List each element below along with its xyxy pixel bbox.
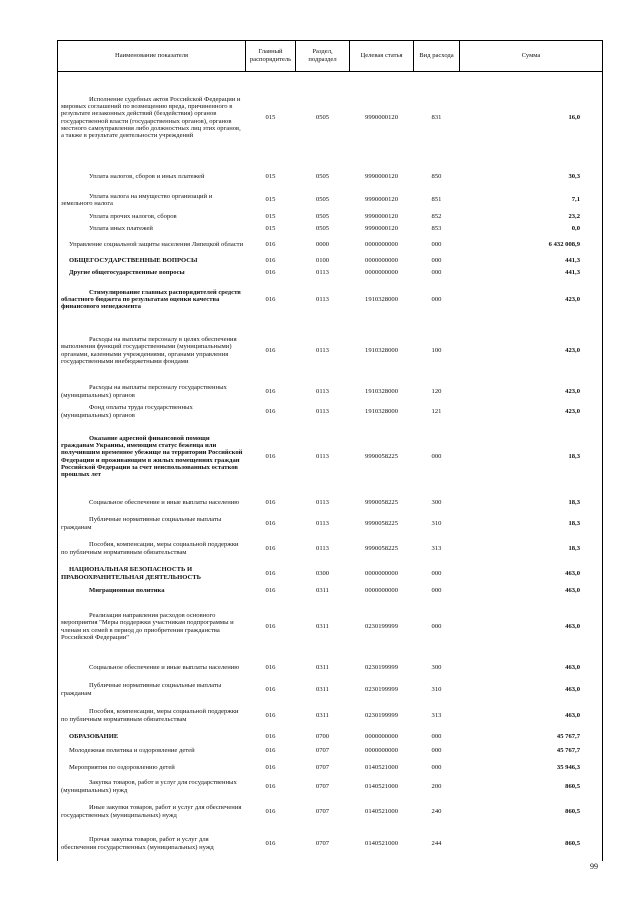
col-header-section: Раздел, подраздел <box>296 41 350 72</box>
cell-section: 0113 <box>316 268 329 276</box>
table-row <box>58 535 603 563</box>
cell-admin: 016 <box>265 622 276 630</box>
cell-name: НАЦИОНАЛЬНАЯ БЕЗОПАСНОСТЬ И ПРАВООХРАНИТЕЛЬНАЯ ДЕЯТЕЛЬНОСТЬ <box>58 563 246 585</box>
cell-expense: 000 <box>431 622 442 630</box>
cell-admin: 016 <box>265 387 276 395</box>
cell-section: 0113 <box>316 295 329 303</box>
cell-expense: 831 <box>431 114 442 122</box>
budget-document <box>57 40 602 861</box>
col-header-target: Целевая статья <box>350 41 414 72</box>
table-row <box>58 597 603 657</box>
table-row <box>58 421 603 493</box>
cell-section: 0505 <box>315 212 330 220</box>
cell-section: 0505 <box>315 114 330 122</box>
cell-target: 9990058225 <box>365 519 398 527</box>
table-row <box>58 223 603 235</box>
cell-sum: 6 432 008,9 <box>460 235 603 255</box>
cell-section: 0113 <box>316 407 329 415</box>
cell-target: 9990000120 <box>365 172 398 180</box>
cell-section: 0505 <box>315 196 330 204</box>
cell-name: Мероприятия по оздоровлению детей <box>58 759 246 777</box>
cell-sum: 463,0 <box>460 563 603 585</box>
table-row <box>58 731 603 743</box>
cell-admin: 015 <box>265 212 276 220</box>
cell-target: 0230199999 <box>365 685 398 693</box>
table-row <box>58 777 603 797</box>
table-row <box>58 267 603 279</box>
cell-name: Прочая закупка товаров, работ и услуг для обеспечения государственных (муниципальных) нужд <box>58 827 246 861</box>
cell-sum: 35 946,3 <box>460 759 603 777</box>
cell-name: Публичные нормативные социальные выплаты гражданам <box>58 679 246 701</box>
cell-admin: 016 <box>265 407 276 415</box>
cell-sum: 860,5 <box>460 777 603 797</box>
cell-admin: 016 <box>265 452 276 460</box>
cell-target: 0000000000 <box>365 268 398 276</box>
cell-sum: 860,5 <box>460 797 603 827</box>
cell-sum: 463,0 <box>460 657 603 679</box>
cell-sum: 7,1 <box>460 190 603 211</box>
cell-admin: 016 <box>265 732 276 740</box>
cell-admin: 015 <box>265 114 276 122</box>
cell-admin: 016 <box>265 544 276 552</box>
cell-sum: 423,0 <box>460 403 603 421</box>
cell-admin: 016 <box>265 240 276 248</box>
table-row <box>58 759 603 777</box>
cell-admin: 016 <box>265 569 276 577</box>
cell-section: 0700 <box>315 732 330 740</box>
cell-target: 0000000000 <box>365 732 398 740</box>
cell-sum: 463,0 <box>460 597 603 657</box>
cell-target: 0230199999 <box>365 622 398 630</box>
table-row <box>58 679 603 701</box>
cell-sum: 16,0 <box>460 72 603 164</box>
col-header-name: Наименование показателя <box>58 41 246 72</box>
cell-name: Исполнение судебных актов Российской Федерации и мировых соглашений по возмещению вреда, причиненного в результате незаконных действий (бездействия) органов государственной власти (государственных органов), органов местного самоуправления либо должностных лиц этих органов, а также в результате деятельности учреждений <box>58 72 246 164</box>
cell-admin: 016 <box>265 346 276 354</box>
cell-admin: 016 <box>265 685 276 693</box>
cell-target: 1910328000 <box>365 407 398 415</box>
cell-name: Оказание адресной финансовой помощи гражданам Украины, имеющим статус беженца или получившим временное убежище на территории Российской Федерации и проживающим в жилых помещениях граждан Российской Федерации за счет неиспользованных остатков прошлых лет <box>58 421 246 493</box>
cell-admin: 016 <box>265 782 276 790</box>
cell-name: ОБЩЕГОСУДАРСТВЕННЫЕ ВОПРОСЫ <box>58 255 246 267</box>
cell-name: Уплата налога на имущество организаций и земельного налога <box>58 190 246 211</box>
cell-expense: 000 <box>431 256 442 264</box>
cell-section: 0311 <box>316 663 329 671</box>
cell-name: Реализация направления расходов основного мероприятия "Меры поддержки участникам подпрограммы и членам их семей в период до приобретения гражданства Российской Федерации" <box>58 597 246 657</box>
cell-target: 0140521000 <box>365 763 398 771</box>
col-header-expense: Вид расхода <box>414 41 460 72</box>
cell-target: 0000000000 <box>365 569 398 577</box>
cell-expense: 120 <box>431 387 442 395</box>
table-row <box>58 743 603 759</box>
cell-sum: 423,0 <box>460 381 603 403</box>
table-row <box>58 211 603 223</box>
table-row <box>58 513 603 535</box>
table-row <box>58 279 603 321</box>
table-row <box>58 321 603 381</box>
cell-expense: 240 <box>431 807 442 815</box>
cell-admin: 016 <box>265 268 276 276</box>
cell-name: Расходы на выплаты персоналу государственных (муниципальных) органов <box>58 381 246 403</box>
cell-admin: 016 <box>265 519 276 527</box>
cell-target: 9990000120 <box>365 212 398 220</box>
cell-name: Иные закупки товаров, работ и услуг для обеспечения государственных (муниципальных) нужд <box>58 797 246 827</box>
cell-name: Уплата иных платежей <box>58 223 246 235</box>
cell-expense: 000 <box>431 586 442 594</box>
cell-admin: 016 <box>265 256 276 264</box>
cell-admin: 016 <box>265 807 276 815</box>
cell-target: 1910328000 <box>365 387 398 395</box>
cell-sum: 463,0 <box>460 679 603 701</box>
cell-expense: 313 <box>431 711 442 719</box>
cell-target: 0230199999 <box>365 711 398 719</box>
cell-expense: 300 <box>431 663 442 671</box>
cell-target: 1910328000 <box>365 295 398 303</box>
cell-section: 0113 <box>316 452 329 460</box>
cell-expense: 300 <box>431 498 442 506</box>
cell-section: 0300 <box>315 569 330 577</box>
cell-target: 0000000000 <box>365 746 398 754</box>
cell-name: Социальное обеспечение и иные выплаты населению <box>58 493 246 513</box>
cell-expense: 100 <box>431 346 442 354</box>
cell-sum: 463,0 <box>460 701 603 731</box>
cell-section: 0311 <box>316 586 329 594</box>
cell-sum: 18,3 <box>460 421 603 493</box>
cell-target: 9990000120 <box>365 114 398 122</box>
col-header-admin: Главный распорядитель <box>246 41 296 72</box>
cell-section: 0113 <box>316 387 329 395</box>
cell-expense: 000 <box>431 295 442 303</box>
table-row <box>58 164 603 190</box>
table-row <box>58 403 603 421</box>
cell-admin: 016 <box>265 498 276 506</box>
table-header-row <box>58 41 603 72</box>
cell-admin: 016 <box>265 839 276 847</box>
cell-sum: 45 767,7 <box>460 743 603 759</box>
cell-target: 9990000120 <box>365 224 398 232</box>
cell-name: Управление социальной защиты населения Липецкой области <box>58 235 246 255</box>
table-row <box>58 585 603 597</box>
cell-section: 0000 <box>315 240 330 248</box>
cell-sum: 18,3 <box>460 493 603 513</box>
table-row <box>58 255 603 267</box>
cell-section: 0113 <box>316 346 329 354</box>
cell-section: 0311 <box>316 622 329 630</box>
cell-section: 0505 <box>315 172 330 180</box>
cell-expense: 310 <box>431 685 442 693</box>
cell-name: Закупка товаров, работ и услуг для государственных (муниципальных) нужд <box>58 777 246 797</box>
cell-admin: 016 <box>265 746 276 754</box>
cell-name: ОБРАЗОВАНИЕ <box>58 731 246 743</box>
cell-sum: 18,3 <box>460 513 603 535</box>
table-row <box>58 72 603 164</box>
cell-expense: 851 <box>431 196 442 204</box>
cell-name: Расходы на выплаты персоналу в целях обеспечения выполнения функций государственными (муниципальными) органами, казенными учреждениями, органами управления государственными внебюджетными фондами <box>58 321 246 381</box>
cell-section: 0311 <box>316 685 329 693</box>
cell-expense: 000 <box>431 240 442 248</box>
cell-name: Социальное обеспечение и иные выплаты населению <box>58 657 246 679</box>
cell-expense: 850 <box>431 172 442 180</box>
table-row <box>58 657 603 679</box>
cell-expense: 200 <box>431 782 442 790</box>
cell-section: 0113 <box>316 544 329 552</box>
cell-target: 0140521000 <box>365 807 398 815</box>
cell-target: 0140521000 <box>365 782 398 790</box>
cell-section: 0113 <box>316 519 329 527</box>
cell-name: Публичные нормативные социальные выплаты гражданам <box>58 513 246 535</box>
cell-target: 0230199999 <box>365 663 398 671</box>
cell-name: Пособия, компенсации, меры социальной поддержки по публичным нормативным обязательствам <box>58 535 246 563</box>
cell-admin: 015 <box>265 224 276 232</box>
cell-target: 0000000000 <box>365 240 398 248</box>
cell-sum: 441,3 <box>460 255 603 267</box>
cell-sum: 441,3 <box>460 267 603 279</box>
cell-sum: 463,0 <box>460 585 603 597</box>
cell-admin: 015 <box>265 172 276 180</box>
table-row <box>58 190 603 211</box>
cell-admin: 016 <box>265 711 276 719</box>
cell-expense: 852 <box>431 212 442 220</box>
cell-expense: 244 <box>431 839 442 847</box>
cell-target: 0140521000 <box>365 839 398 847</box>
table-row <box>58 827 603 861</box>
cell-sum: 23,2 <box>460 211 603 223</box>
cell-sum: 860,5 <box>460 827 603 861</box>
cell-target: 0000000000 <box>365 256 398 264</box>
cell-expense: 000 <box>431 452 442 460</box>
table-row <box>58 381 603 403</box>
cell-sum: 0,0 <box>460 223 603 235</box>
table-row <box>58 493 603 513</box>
budget-table <box>57 40 603 861</box>
page-number: 99 <box>590 862 598 871</box>
cell-name: Стимулирование главных распорядителей средств областного бюджета по результатам оценки качества финансового менеджмента <box>58 279 246 321</box>
cell-expense: 000 <box>431 569 442 577</box>
cell-admin: 016 <box>265 763 276 771</box>
cell-admin: 015 <box>265 196 276 204</box>
table-row <box>58 235 603 255</box>
cell-name: Уплата прочих налогов, сборов <box>58 211 246 223</box>
table-row <box>58 563 603 585</box>
cell-expense: 000 <box>431 732 442 740</box>
cell-sum: 18,3 <box>460 535 603 563</box>
cell-expense: 000 <box>431 746 442 754</box>
cell-section: 0707 <box>315 782 330 790</box>
col-header-sum: Сумма <box>460 41 603 72</box>
cell-section: 0707 <box>315 807 330 815</box>
cell-name: Молодежная политика и оздоровление детей <box>58 743 246 759</box>
cell-admin: 016 <box>265 663 276 671</box>
cell-section: 0113 <box>316 498 329 506</box>
cell-sum: 423,0 <box>460 321 603 381</box>
cell-sum: 30,3 <box>460 164 603 190</box>
cell-name: Пособия, компенсации, меры социальной поддержки по публичным нормативным обязательствам <box>58 701 246 731</box>
cell-expense: 313 <box>431 544 442 552</box>
cell-section: 0311 <box>316 711 329 719</box>
table-body <box>58 72 603 861</box>
cell-target: 9990000120 <box>365 196 398 204</box>
cell-admin: 016 <box>265 586 276 594</box>
cell-target: 9990058225 <box>365 498 398 506</box>
cell-expense: 853 <box>431 224 442 232</box>
cell-admin: 016 <box>265 295 276 303</box>
cell-section: 0505 <box>315 224 330 232</box>
cell-name: Другие общегосударственные вопросы <box>58 267 246 279</box>
cell-name: Миграционная политика <box>58 585 246 597</box>
cell-section: 0707 <box>315 763 330 771</box>
cell-target: 9990058225 <box>365 452 398 460</box>
cell-expense: 310 <box>431 519 442 527</box>
cell-sum: 423,0 <box>460 279 603 321</box>
cell-target: 0000000000 <box>365 586 398 594</box>
table-row <box>58 701 603 731</box>
cell-section: 0707 <box>315 746 330 754</box>
cell-sum: 45 767,7 <box>460 731 603 743</box>
cell-section: 0707 <box>315 839 330 847</box>
table-row <box>58 797 603 827</box>
cell-expense: 000 <box>431 268 442 276</box>
cell-name: Уплата налогов, сборов и иных платежей <box>58 164 246 190</box>
cell-expense: 121 <box>431 407 442 415</box>
cell-section: 0100 <box>315 256 330 264</box>
cell-target: 9990058225 <box>365 544 398 552</box>
cell-expense: 000 <box>431 763 442 771</box>
cell-target: 1910328000 <box>365 346 398 354</box>
cell-name: Фонд оплаты труда государственных (муниципальных) органов <box>58 403 246 421</box>
